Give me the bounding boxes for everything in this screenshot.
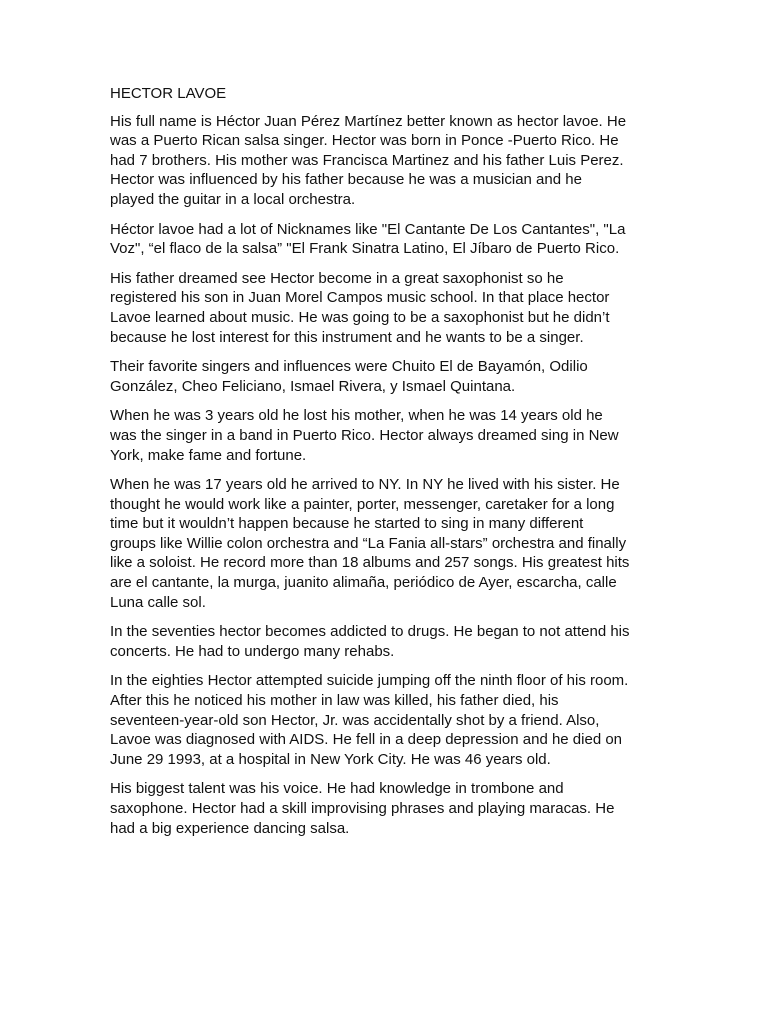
paragraph-eighties: In the eighties Hector attempted suicide jumping off the ninth floor of his room. After this he noticed his mother in law was killed, his father died, his seventeen-year-old son Hector, Jr. was accidentally shot by a friend. Also, Lavoe was diagnosed with AIDS. He fell in a deep depression and he died on June 29 1993, at a hospital in New York City. He was 46 years old. xyxy=(110,672,629,768)
paragraph-new-york: When he was 17 years old he arrived to NY. In NY he lived with his sister. He thought he would work like a painter, porter, messenger, caretaker for a long time but it wouldn’t happen because he started to sing in many different groups like Willie colon orchestra and “La Fania all-stars” orchestra and finally like a soloist. He record more than 18 albums and 257 songs. His greatest hits are el cantante, la murga, juanito alimaña, periódico de Ayer, escarcha, calle Luna calle sol. xyxy=(110,476,630,611)
paragraph-seventies: In the seventies hector becomes addicted to drugs. He began to not attend his concerts. He had to undergo many rehabs. xyxy=(110,623,630,660)
paragraph-music-school: His father dreamed see Hector become in a great saxophonist so he registered his son in Juan Morel Campos music school. In that place hector Lavoe learned about music. He was going to be a saxophonist but he didn’t because he lost interest for this instrument and he wants to be a singer. xyxy=(110,269,610,346)
paragraph-nicknames: Héctor lavoe had a lot of Nicknames like "El Cantante De Los Cantantes", "La Voz", “el flaco de la salsa” "El Frank Sinatra Latino, El Jíbaro de Puerto Rico. xyxy=(110,220,626,258)
paragraph-influences: Their favorite singers and influences were Chuito El de Bayamón, Odilio González, Cheo Feliciano, Ismael Rivera, y Ismael Quintana. xyxy=(110,358,588,395)
document-page xyxy=(110,84,630,848)
paragraph-childhood: When he was 3 years old he lost his mother, when he was 14 years old he was the singer in a band in Puerto Rico. Hector always dreamed sing in New York, make fame and fortune. xyxy=(110,407,619,464)
paragraph-talent: His biggest talent was his voice. He had knowledge in trombone and saxophone. Hector had a skill improvising phrases and playing maracas. He had a big experience dancing salsa. xyxy=(110,780,615,837)
document-title: HECTOR LAVOE xyxy=(110,85,227,102)
paragraph-full-name: His full name is Héctor Juan Pérez Martínez better known as hector lavoe. He was a Puerto Rican salsa singer. Hector was born in Ponce -Puerto Rico. He had 7 brothers. His mother was Francisca Martinez and his father Luis Perez. Hector was influenced by his father because he was a musician and he played the guitar in a local orchestra. xyxy=(110,112,627,208)
